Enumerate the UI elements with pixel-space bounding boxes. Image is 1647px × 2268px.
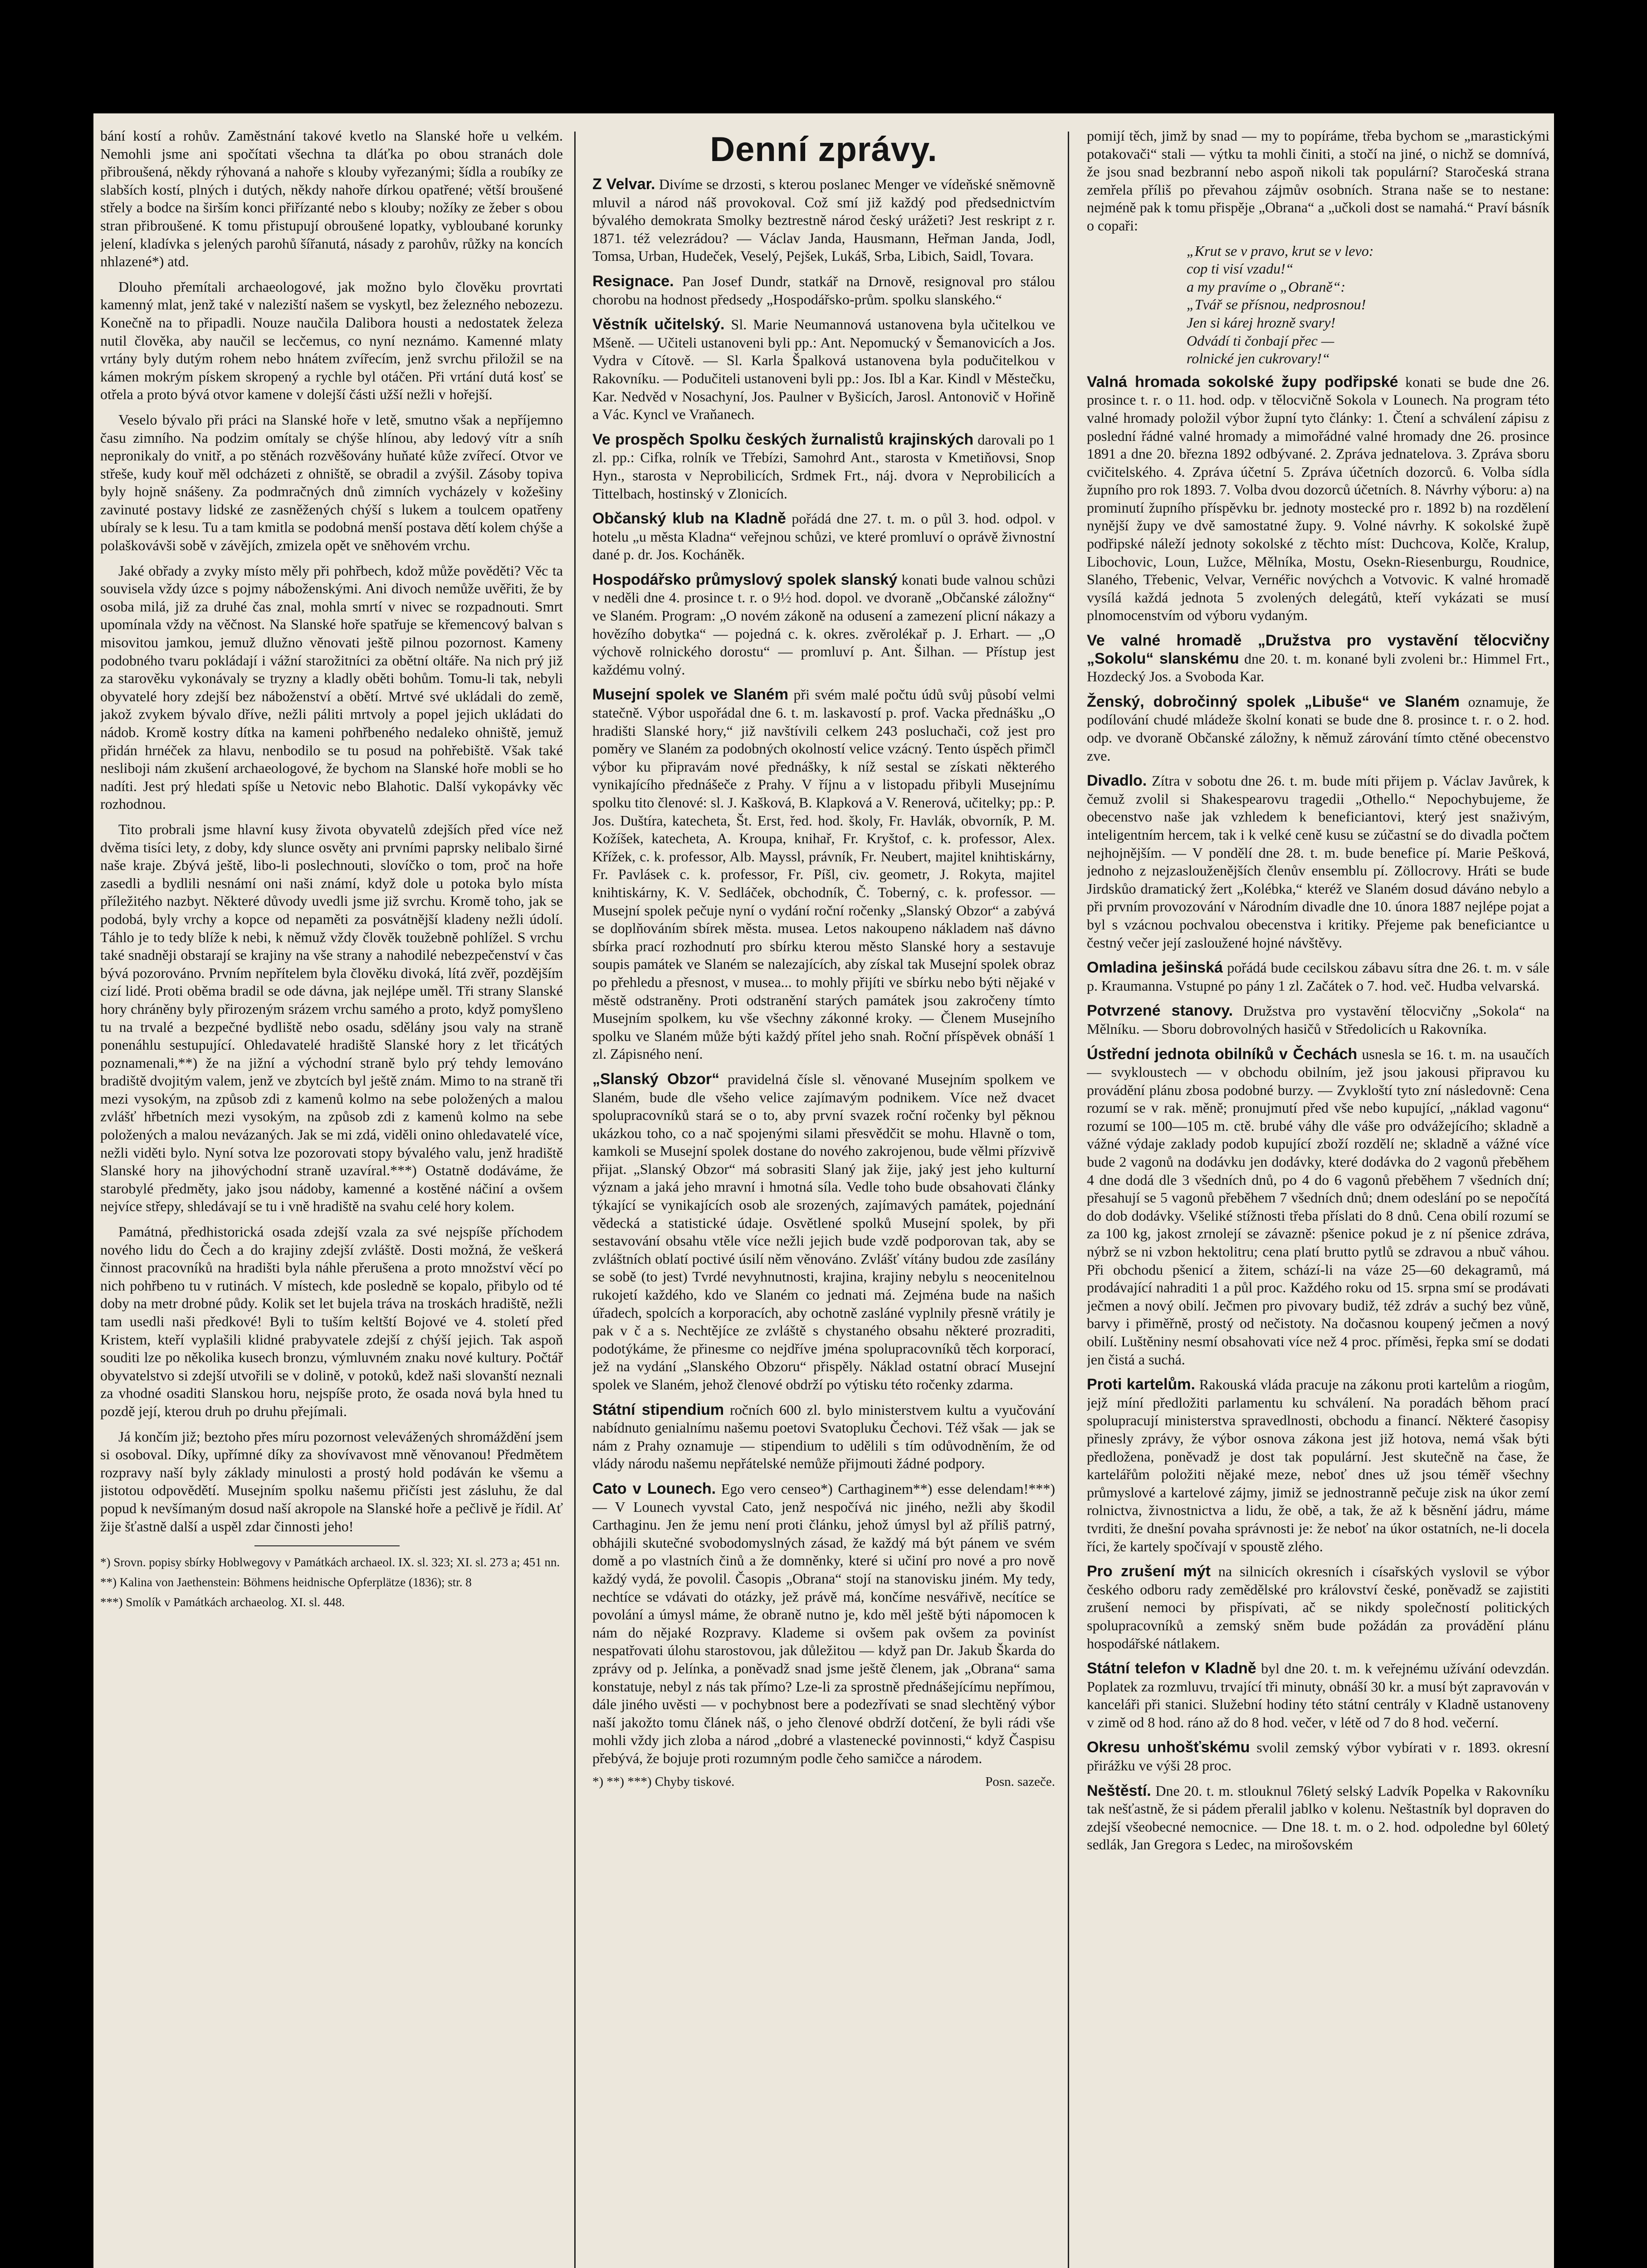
verse-line: cop ti visí vzadu!“ xyxy=(1187,260,1294,277)
news-item-headline: Z Velvar. xyxy=(592,176,655,193)
article-paragraph: bání kostí a rohův. Zaměstnání takové kvetlo na Slanské hoře u velkém. Nemohli jsme ani spočítati všechna ta dláťka po obou stranách dole přibroušená, někdy rýhovaná a nahoře s klouby vyřezanými; šídla a roubíky ze slabších kostí, plných i dutých, někdy nahoře dírkou opatřené; větší broušené střely a bodce na širším konci přiřízanté nebo s klouby; nožíky ze žeber s obou stran přibroušené. K tomu přistupují obroušené lopatky, vybloubané korunky jelení, kladívka s jelených parohů šířanutá, násady z parohův, růžky na koncích nhlazené*) atd. xyxy=(100,127,563,270)
news-item-headline: Pro zrušení mýt xyxy=(1087,1563,1211,1580)
news-item-headline: Ústřední jednota obilníků v Čechách xyxy=(1087,1045,1358,1063)
news-item-headline: Věstník učitelský. xyxy=(592,316,725,333)
news-item-text: pořádá dne 27. t. m. o půl 3. hod. odpol. v hotelu „u města Kladna“ veřejnou schůzi, ve které promluví o oprávě živnostní dané p. dr. Jos. Kocháněk. xyxy=(592,510,1055,563)
news-item-text: na silnicích okresních i císařských vyslovil se výbor českého odboru rady zemědělské pro království české, poněvadž se zajistiti zrušení nemoci by přispívati, ač se nikdy společností politických spolupracovníků a zemský sněm bude požádán za provádění plánu hospodářské nátlakem. xyxy=(1087,1563,1549,1652)
news-item xyxy=(592,686,1055,1063)
news-item xyxy=(592,431,1055,503)
news-item-text: Dne 20. t. m. stlouknul 76letý selský Ladvík Popelka v Rakovníku tak nešťastně, že si pádem přeralil jablko v kolenu. Neštastník byl dopraven do zdejší všeobecné nemocnice. — Dne 18. t. m. o 2. hod. odpoledne byl 60letý sedlák, Jan Gregora s Ledec, na mirošovském xyxy=(1087,1782,1549,1853)
verse-line: rolnické jen cukrovary!“ xyxy=(1187,350,1330,367)
news-item xyxy=(592,1401,1055,1473)
news-item-headline: Musejní spolek ve Slaném xyxy=(592,686,788,704)
news-item-text: svolil zemský výbor vybírati v r. 1893. okresní přirážku ve výši 28 proc. xyxy=(1087,1739,1549,1774)
news-item-headline: Proti kartelům. xyxy=(1087,1376,1195,1393)
article-paragraph: Jaké obřady a zvyky místo měly při pohřbech, kdož může pověděti? Věc ta souvisela vždy úzce s pojmy náboženskými. Ani divoch nemůže uvěřiti, že by osoba milá, již za druhé čas znal, mohla smrtí v nivec se rozpadnouti. Smrt upomínala vždy na věčnost. Na Slanské hoře spatřuje se křemencový balvan s misovitou jamkou, jemuž dlužno věnovati ještě pilnou pozornost. Kameny podobného tvaru pokládají i vážní starožitníci za obětní oltáře. Na nich prý již za starověku vykonávaly se tryzny a kladly oběti bohům. Tomu-li tak, nebyli obyvatelé hory zdejší bez náboženství a obětí. Mrtvé své ukládali do země, jakož zvykem bývalo dříve, nežli páliti mrtvoly a popel jejich ukládati do nádob. Kromě kostry dítka na kameni pohřbeného nedaleko ohniště, jemuž přidán hrnéček za hlavu, nenbodilo se tu posud na pohřebiště. Však také nesliboji nám zkušení archaeologové, že bychom na Slanské hoře mobli se ho nadíti. Jest prý hledati spíše u Netovic nebo Blahotic. Další vykopávky věc rozhodnou. xyxy=(100,562,563,812)
news-item-text: pravidelná čísle sl. věnované Musejním spolkem ve Slaném, bude dle všeho velice zajímavým podnikem. Více než dvacet spolupracovníků stará se o to, aby první svazek roční ročenky byl pěknou ukázkou toho, co a nač spojenými silami přesvědčit se mohu. Hlavně o tom, kamkoli se Musejní spolek dostane do nového zakrojenou, bude vělmi přízvivě přijat. „Slanský Obzor“ má sobrasiti Slaný jak žije, jaký jest jeho kulturní význam a jaká jeho mravní i hmotná síla. Vedle toho bude obsahovati články týkající se vynikajících osob ale srozených, zajímavých památek, pojednání vědecká a statistické údaje. Osvětlené spolků Musejní spolek, by při sestavování obsahu vtěle více nežli jejich bude vzdě podporovan tak, aby se zvláštních oblatí poctivé úsilí něm věnováno. Zvlášť vítány budou zde zasílány se sobě (to jest) Tvrdé nevyhnutnosti, krajina, krajiny nebylu s neocenitelnou rukojetí každého, kdo ve Slaném co jednati má. Zejména bude na našich úřadech, spolcích a korporacích, aby ochotně zasláné vyplnily přesně vrátily je pak v č a s. Nechtějíce ze zvláště s chystaného obsahu některé prozraditi, podotýkáme, že přinesme co nejdříve jména spolupracovníků těch korporací, jež na vydání „Slanského Obzoru“ přispěly. Náklad ostatní obrací Musejní spolek ve Slaném, jehož členové obdrží po výtisku této ročenky zdarma. xyxy=(592,1070,1055,1393)
news-item-text: konati se bude dne 26. prosince t. r. o 11. hod. odp. v tělocvičně Sokola v Lounech. Na program této valné hromady položil výbor župní tyto články: 1. Čtení a schválení zápisu z poslední řádné valné hromady a mimořádné valné hromady dne 26. prosince 1891 a dne 20. března 1892 odbývané. 2. Zpráva jednatelova. 3. Zpráva sboru cvičitelského. 4. Zpráva účetní 5. Zpráva účetních dozorců. 6. Volba sídla župního pro rok 1893. 7. Volba dvou dozorců účetních. 8. Návrhy výboru: a) na prominutí župního příspěvku br. jednoty mostecké pro r. 1892 b) na rozdělení nynější župy ve dvě samostatné župy. 9. Volné návrhy. K sokolské župě podřipské náleží jednoty sokolské z těchto míst: Duchcova, Kolče, Kralup, Libochovic, Loun, Lužce, Mělníka, Mostu, Osekn-Riesenburgu, Roudnice, Slaného, Třebenic, Velvar, Vernéřic novýchch a Votvovic. K valné hromadě vysílá každá jednota 5 zvolených delegátů, kteří vykázati se musí plnomocenstvím od výboru vydaným. xyxy=(1087,373,1549,624)
news-item-text: Zítra v sobotu dne 26. t. m. bude míti přijem p. Václav Javůrek, k čemuž zvolil si Shakespearovu tragedii „Othello.“ Nepochybujeme, že obecenstvo naše jak vzhledem k beneficiantovi, který jest snaživým, inteligentním hercem, tak i k velké ceně kusu se zúčastní se do divadla počtem nejhojnějším. — V pondělí dne 28. t. m. bude benefice pí. Marie Pešková, jednoho z nejzaslouženějších členův ensemblu pí. Zöllocrovy. Hráti se bude Jirdskůo dramatický žert „Kolébka,“ kteréž ve Slaném dosud dáváno nebylo a při prvním provozování v Národním divadle dne 10. února 1887 nejlépe pojat a byl s vzácnou pochvalou obecenstva i kritiky. Přejeme pak beneficiantce u čestný večer její zasloužené hojné návštěvy. xyxy=(1087,772,1549,951)
news-item xyxy=(1087,1046,1549,1369)
news-item xyxy=(1087,1782,1549,1854)
article-paragraph: Tito probrali jsme hlavní kusy života obyvatelů zdejších před více než dvěma tisíci lety, z doby, kdy slunce osvěty ani prvními paprsky nelibalo širné naše kraje. Zbývá ještě, libo-li poslechnouti, slovíčko o tom, proč na hoře zasedli a bydlili nesnámí oni naši známí, když dole u potoka bylo místa příležitého nazbyt. Některé důvody uvedli jsme již svrchu. Kromě toho, jak se podobá, byly vrchy a kopce od nepaměti za posvátnější kladeny nežli údolí. Táhlo je to tedy blíže k nebi, k němuž vždy člověk toužebně pohlížel. S vrchu také snadněji obstarají se krajiny na vše strany a nahodilé nebezpečenství v čas bývá pozorováno. Prvním nepřítelem byla člověku divoká, lítá zvěř, pozdějším cizí lidé. Proti oběma bradil se ode dávna, jak nejlépe uměl. Tři strany Slanské hory chráněny byly přirozeným srázem vrchu samého a proto, když pomyšleno tu na trvalé a bezpečné bydliště nebo osadu, sdělány jsou valy na straně ponenáhlu sestupující. Ohledavatelé hradiště Slanské hory z let třicátých poznamenali,**) že na jižní a východní straně bylo prý tehdy lemováno bradiště dvojitým valem, jenž ve zbytcích byl ještě znám. Mimo to na straně tři mezi vysokým, na způsob zdi z kamenů kolmo na sebe položených a malou zvlášť hřbetních mezi vysokým, na způsob zdi z kamenů kolmo na sebe položených a malou nevázaných. Jak se mi zdá, viděli onino ohledavatelé více, nežli viděti bylo. Nyní sotva lze pozorovati stopy bývalého valu, jenž hradiště Slanské hory na jihovýchodní straně uzavíral.***) Ostatně dodáváme, že starobylé předměty, jako jsou nádoby, kamenné a kostěné náčiní a ovšem nejvíce střepy, shledávají se tu i vně hradiště na svahu celé hory kolem. xyxy=(100,821,563,1215)
news-item xyxy=(1087,959,1549,995)
news-item-headline: Cato v Lounech. xyxy=(592,1480,716,1497)
news-item-text: ročních 600 zl. bylo ministerstvem kultu a vyučování nabídnuto genialnímu našemu poetovi Svatopluku Čechovi. Též však — jak se nám z Prahy oznamuje — stipendium to udělili s tím odůvodněním, že od vlády národu našemu nepřátelské nemůže přijmouti žádné podpory. xyxy=(592,1401,1055,1472)
news-item-text: darovali po 1 zl. pp.: Cifka, rolník ve Třebízi, Samohrd Ant., starosta v Kmetiňovsi, Snop Hyn., starosta v Neprobilicích, Srdmek Frt., náj. dvora v Neprobilicích a Tittelbach, hostinský v Zlonicích. xyxy=(592,431,1055,502)
section-title: Denní zprávy. xyxy=(710,130,938,169)
news-item-text: dne 20. t. m. konané byli zvoleni br.: Himmel Frt., Hozdecký Jos. a Svoboda Kar. xyxy=(1087,650,1549,685)
verse-line: Jen si kárej hrozně svary! xyxy=(1187,314,1336,331)
news-item xyxy=(592,510,1055,564)
news-item-text: Rakouská vláda pracuje na zákonu proti kartelům a riogům, jejž míní předložiti parlamentu ku schválení. Na poradách běhom prací spolupracují ministerstva spravedlnosti, obchodu a financí. Některé časopisy přinesly zprávy, že výbor osnova zákona jest již hotova, nemá však býti předložena, poněvadž je dost tak populární. Jest skutečně na čase, že kartelářům položiti nějaké meze, neboť dnes už jsou téměř všechny průmyslové a kartelové zájmy, jimiž se jednostranně pečuje zisk na úkor zemí rolnictva, živnostnictva a lidu, že obě, a tak, že až k běsnění jádru, máme tvrditi, že dnešní povaha správnosti je: že neboť na úkor ostatních, ne-li docela říci, že kartely spočívají v spoustě zlého. xyxy=(1087,1376,1549,1554)
column-right xyxy=(1087,127,1549,2268)
news-item xyxy=(1087,693,1549,765)
news-item-headline: Státní telefon v Kladně xyxy=(1087,1660,1256,1677)
news-item-headline: Státní stipendium xyxy=(592,1401,724,1418)
news-item-headline: Valná hromada sokolské župy podřipské xyxy=(1087,373,1398,391)
news-item-headline: Občanský klub na Kladně xyxy=(592,510,786,528)
news-item-text: při svém malé počtu údů svůj působí velmi statečně. Výbor uspořádal dne 6. t. m. laskavostí p. prof. Vacka přednášku „O hradišti Slanské hory,“ již navštívili celkem 243 posluchači, což jest pro poměry ve Slaném za podobných okolností velice vzácný. Tento úspěch přimčl výbor ku připravám nové přednášky, k níž sestal se získati některého vynikajícího přednášeče z Prahy. V říjnu a v listopadu přibyli Musejnímu spolku tito členové: sl. J. Kašková, B. Klapková a V. Renerová, učitelky; pp.: P. Jos. Duštíra, katecheta, Št. Erst, řed. hod. školy, Fr. Havlák, obvorník, P. M. Kožíšek, katecheta, A. Kroupa, knihař, Fr. Kryštof, c. k. professor, Alex. Křížek, c. k. professor, Alb. Mayssl, právník, Fr. Neubert, majitel knihtiskárny, Fr. Pavlásek c. k. professor, Fr. Píšl, civ. geometr, J. Rokyta, majitel knihtiskárny, K. V. Sedláček, obchodník, Č. Toberný, c. k. professor. — Musejní spolek pečuje nyní o vydání roční ročenky „Slanský Obzor“ a zabývá se doplňováním sbírek města. musea. Letos nakoupeno nákladem naš dávno sbírka prací rozhodnutí pro sbírku kterou město Slanské hory a sestavuje soupis památek ve Slaném se nalezajících, aby získal tak Musejní spolek obraz po přehledu a přesnost, v musea... to mohly přijíti ve sbírku nebo býti nějaké v městě odstraněny. Proti odstranění starých památek jsou zakročeny tímto Musejním spolkem, ku vše všechny zákonné kroky. — Členem Musejního spolku ve Slaném může býti každý přítel jeho snah. Roční příspěvek obnáší 1 zl. Zápisného není. xyxy=(592,686,1055,1062)
column-divider xyxy=(1068,132,1069,2268)
footnote: ***) Smolík v Památkách archaeolog. XI. sl. 448. xyxy=(100,1595,345,1609)
news-item-headline: Resignace. xyxy=(592,272,674,290)
verse-block xyxy=(1187,242,1549,368)
column-left xyxy=(100,127,563,2268)
news-item-headline: Ženský, dobročinný spolek „Libuše“ ve Slaném xyxy=(1087,693,1460,710)
news-item-headline: Omladina ješinská xyxy=(1087,959,1223,977)
column-divider xyxy=(574,132,576,2268)
news-item xyxy=(592,316,1055,424)
column-middle xyxy=(592,127,1055,2268)
news-item-headline: Divadlo. xyxy=(1087,772,1147,790)
news-item-headline: Ve valné hromadě „Družstva pro vystavění tělocvičny „Sokolu“ slanskému xyxy=(1087,632,1549,667)
article-paragraph: Památná, předhistorická osada zdejší vzala za své nejspíše příchodem nového lidu do Čech a do krajiny zdejší zvláště. Dosti možná, že veškerá činnost pracovníků na hradišti byla náhle přerušena a proto množství věcí po nich pohřbeno tu v rutinách. V místech, kde posledně se kopalo, přibylo od té doby na metr drobné půdy. Kolik set let bujela tráva na troskách hradiště, nežli tam usedli naši předkové! Byli to tuším keltští Bojové ve 4. století před Kristem, kteří vyplašili klidné prabyvatele zdejší z chýší jejich. Tak aspoň souditi lze po několika kusech bronzu, výmluvném znaku nové kultury. Počtář obyvatelstvo si zdejší utvořili se v dolině, v potoků, kdež naši slovanští neznali za vhodné osaditi Slanskou horu, nejspíše proto, že osada nová byla hned tu pozdě její, kterou druh po druhu přejímali. xyxy=(100,1223,563,1419)
article-paragraph: Dlouho přemítali archaeologové, jak možno bylo člověku provrtati kamenný mlat, jenž také v naleziští našem se vyskytl, bez železného nebozezu. Konečně na to připadli. Nouze naučila Dalibora housti a nedostatek železa nutil člověka, aby naučil se lecčemus, co nyní neznámo. Kamenné mlaty vrtány byly dutým rohem nebo hnátem zvířecím, jenž svrchu přiložil se na kámen mokrým pískem skropený a rychle byl otáčen. Při vrtání dutá kosť se otřela a proto bývá otvor kamene v dolejší části užší nežli v hořejší. xyxy=(100,278,563,403)
news-item-headline: Potvrzené stanovy. xyxy=(1087,1002,1233,1020)
news-item xyxy=(592,1070,1055,1394)
news-item xyxy=(592,273,1055,308)
news-item-headline: Neštěstí. xyxy=(1087,1782,1151,1799)
news-item-text: Družstva pro vystavění tělocvičny „Sokola“ na Mělníku. — Sboru dobrovolných hasičů v Středolicích u Rakovníka. xyxy=(1087,1002,1549,1037)
news-item xyxy=(1087,1376,1549,1555)
errata-note: *) **) ***) Chyby tiskové. xyxy=(592,1774,735,1789)
news-item xyxy=(1087,1002,1549,1038)
news-item xyxy=(1087,1739,1549,1774)
news-item-headline: „Slanský Obzor“ xyxy=(592,1070,720,1088)
news-item xyxy=(592,176,1055,265)
news-item-text: pořádá bude cecilskou zábavu sítra dne 26. t. m. v sále p. Kraumanna. Vstupné po pány 1 zl. Začátek o 7. hod. več. Hudba velvarská. xyxy=(1087,959,1549,994)
news-item xyxy=(592,571,1055,679)
verse-line: Odvádí ti čonbají přec — xyxy=(1187,332,1334,349)
news-item xyxy=(1087,1563,1549,1652)
news-item xyxy=(1087,1660,1549,1731)
verse-line: „Krut se v pravo, krut se v levo: xyxy=(1187,242,1374,259)
news-item xyxy=(1087,772,1549,952)
article-paragraph: Já končím již; beztoho přes míru pozornost velevážených shromáždění jsem si osoboval. Díky, upřímné díky za shovívavost mně věnovanou! Předmětem rozpravy naší byly základy minulosti a prostý hold podáván ke všemu a jistotou odpovědětí. Musejním spolku našemu přičísti jest zásluhu, že dal popud k nevšímaným dosud naší akropole na Slanské hoře a pečlivě je řídil. Ať žije šťastně další a uspěl zdar činnosti jeho! xyxy=(100,1428,563,1535)
footnote-rule xyxy=(254,1545,400,1546)
news-item-text: Pan Josef Dundr, statkář na Drnově, resignoval pro stálou chorobu na hodnost předsedy „Hospodářsko-prům. spolku slanského.“ xyxy=(592,273,1055,308)
news-item-headline: Ve prospěch Spolku českých žurnalistů krajinských xyxy=(592,430,974,448)
news-item-text: Sl. Marie Neumannová ustanovena byla učitelkou ve Mšeně. — Učiteli ustanoveni byli pp.: Ant. Nepomucký v Šemanovicích a Jos. Vydra v Cítově. — Sl. Karla Špalková ustanovena byla podučitelkou v Rakovníku. — Podučiteli ustanoveni byli pp.: Jos. Ibl a Kar. Kindl v Městečku, Kar. Nedvěd v Nosachyní, Jos. Paulner v Byšicích, Jarosl. Antonovič v Hořině a Vác. Kyncl ve Vraňanech. xyxy=(592,316,1055,423)
news-item-headline: Okresu unhošťskému xyxy=(1087,1739,1250,1756)
news-item-text: oznamuje, že podílování chudé mládeže školní konati se bude dne 8. prosince t. r. o 2. hod. odp. ve dvoraně Občanské záložny, k němuž zárování tímto ctěné obecenstvo zve. xyxy=(1087,693,1549,764)
news-item-text: byl dne 20. t. m. k veřejnému užívání odevzdán. Poplatek za rozmluvu, trvající tři minuty, obnáší 30 kr. a musí být zapravován v kanceláři při stanici. Služební hodiny této státní centrály v Kladně ustanoveny v zimě od 8 hod. ráno až do 8 hod. večer, v létě od 7 do 8 hod. večerní. xyxy=(1087,1660,1549,1730)
article-paragraph: Veselo bývalo při práci na Slanské hoře v letě, smutno však a nepříjemno času zimního. Na podzim omítaly se chýše hlínou, aby ledový vítr a sníh nepronikaly do vnitř, a po stěnách rozvěšovány huňaté kůže zvířecí. Otvor ve střeše, kudy kouř měl odcházeti z ohniště, se obradil a zvýšil. Zásoby topiva byly hojně snášeny. Za podmračných dnů zimních vycházely v kožešiny zavinuté postavy lidské ze zasněžených chýší s lukem a toulcem opatřeny ubíraly se k lesu. Tu a tam kmitla se podobná menší postava dětí kolem chýše a polaškovávši sobě v závějích, zmizela opět ve sněhovém vrchu. xyxy=(100,411,563,554)
news-item-text: Divíme se drzosti, s kterou poslanec Menger ve vídeňské sněmovně mluvil a národ náš provokoval. Což smí již každý pod předsednictvím bývalého demokrata Smolky beztrestně národ český urážeti? Jest reskript z r. 1871. též velezrádou? — Václav Janda, Hausmann, Heřman Janda, Jodl, Tomsa, Urban, Hudeček, Veselý, Pejšek, Lukáš, Srba, Libich, Saidl, Tovara. xyxy=(592,176,1055,264)
article-paragraph: pomijí těch, jimž by snad — my to popíráme, třeba bychom se „marastickými potakovači“ stali — výtku ta mohli činiti, a stočí na jiné, o nichž se domnívá, že jsou snad bezbranní nebo aspoň nikoli tak populární? Staročeská strana zemřela příliš po převahou zájmův osobních. Strana naše se to nestane: nejméně pak k tomu přispěje „Obrana“ a „učkoli dost se namahá.“ Praví básník o copaři: xyxy=(1087,127,1549,234)
news-item xyxy=(592,1480,1055,1768)
footnote: **) Kalina von Jaethenstein: Böhmens heidnische Opferplätze (1836); str. 8 xyxy=(100,1575,472,1589)
typesetter-note: Posn. sazeče. xyxy=(985,1774,1055,1789)
footnote: *) Srovn. popisy sbírky Hoblwegovy v Památkách archaeol. IX. sl. 323; XI. sl. 273 a; 451 nn. xyxy=(100,1555,560,1569)
newspaper-page xyxy=(93,113,1554,2268)
news-item xyxy=(1087,632,1549,686)
news-item-text: konati bude valnou schůzi v neděli dne 4. prosince t. r. o 9½ hod. dopol. ve dvoraně „Občanské záložny“ ve Slaném. Program: „O novém zákoně na odusení a zamezení plicní nákazy a hovězího dobytka“ — pojedná c. k. okres. zvěrolékař p. J. Erhart. — „O výchově rolnického dorostu“ — promluví p. Ant. Šilhan. — Přístup jest každému volný. xyxy=(592,571,1055,678)
news-item-headline: Hospodářsko průmyslový spolek slanský xyxy=(592,571,898,588)
verse-line: „Tvář se přísnou, nedprosnou! xyxy=(1187,296,1366,313)
verse-line: a my pravíme o „Obraně“: xyxy=(1187,278,1346,295)
signature-line xyxy=(592,1774,1055,1789)
news-item xyxy=(1087,373,1549,625)
news-item-text: Ego vero censeo*) Carthaginem**) esse delendam!***) — V Lounech vyvstal Cato, jenž nespočívá nic jiného, nežli aby škodil Carthaginu. Jen že jemu není proti článku, jehož úmysl byl až příliš patrný, obhájili skutečné svobodomyslných zásad, že každý má být pánem ve svém domě a po vlastních činů a že domněnky, které si učiní pro nové a pro nově každý vydá, že povolil. Časopis „Obrana“ stojí na stanovisku jiném. My tedy, nechtíce se vdávati do otázky, jež právě má, končíme nesvářivě, necítíce se povolání a úmysl máme, že obraně nutno je, kdo měl ještě býti nápomocen k nám do nějaké Rozpravy. Klademe si ovšem pak ovšem za poviníst nespatřovati úlohu starostovou, jak důležitou — když pan Dr. Jakub Škarda do zprávy od p. Jelínka, a poněvadž snad jsme ještě členem, jak „Obrana“ sama konstatuje, nebyl z nás tak přímo? Lze-li za sprostně přednášejícímu nepřímou, dále jiného uvěsti — v pochybnost bere a podezřívati se snad slechtěný výbor naší jakožto tomu článek náš, o jeho členové obdrží dotčení, že byli rádi vše mohli vždy jich zloba a národ „dobré a vlastenecké povinnosti,“ když Časpisu přebývá, že bojuje proti rozumným podle čeho samičce a národem. xyxy=(592,1480,1055,1766)
news-item-text: usnesla se 16. t. m. na usaučích — svykloustech — v obchodu obilním, jež jsou jakousi připravou ku provádění plánu zbosa podobné burzy. — Zvykloští tyto zní následovně: Cena rozumí se v rak. měně; pronujmutí před vše nebo kupující, „náklad vagonu“ rozumí se 100—105 m. ctě. brubé váhy dle váše pro odvážejícího; skladně a vážné výdaje zaklady podob kupující zboží rozdělí ne; skladně a vážné více bude 2 vagonů na dodávku jen dodávky, které dodávka do 2 vagonů přeběhem 4 dne dodá dle 3 všedních dnů, po 4 do 6 vagonů přeběhem 7 všedních dní; přesahují se 5 vagonů přeběhem 7 všedních dnů; dnem odeslání po se nepočítá do dob dodávky. Všeliké stížnosti třeba příslati do 8 dnů. Cena obilí rozumí se za 100 kg, jakost zrnolejí se závazně: pšenice pokud je z ní pšenice zdráva, nýbrž se ni vzbon hektolitru; cena platí brutto pytlů se zdravou a nbuč váhou. Při obchodu pšenicí a žitem, schází-li na váze 25—60 dekagramů, má prodávající nahraditi 1 a půl proc. Každého roku od 15. srpna smí se prodávati ječmen a nový obilí. Ječmen pro pivovary budiž, též zdráv a suchý bez vůně, barvy i přiměřně, prostý od nečistoty. Na dočasnou koupený ječmen a nový obilí. Luštěniny nesmí obsahovati více než 4 proc. příměsi, řepka smí se dodati jen čistá a suchá. xyxy=(1087,1046,1549,1368)
